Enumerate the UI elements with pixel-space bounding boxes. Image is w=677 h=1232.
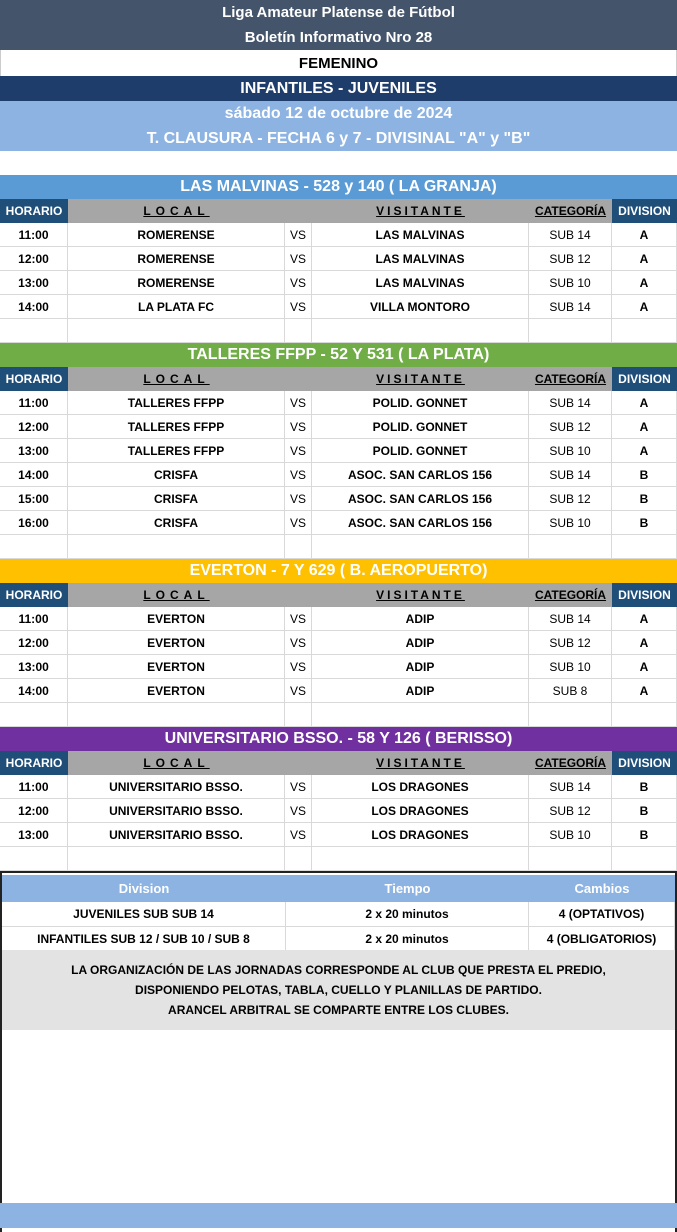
match-vs: VS [285,271,312,295]
match-visitor [312,319,529,343]
match-time: 14:00 [0,679,68,703]
match-row [0,223,677,247]
match-category: SUB 14 [529,223,612,247]
summary-time: 2 x 20 minutos [286,927,529,952]
match-category: SUB 14 [529,607,612,631]
match-vs: VS [285,223,312,247]
match-local [68,319,285,343]
col-categoria: CATEGORÍA [529,367,612,391]
match-visitor: ASOC. SAN CARLOS 156 [312,487,529,511]
summary-header [2,875,675,902]
match-division: A [612,679,677,703]
col-division: DIVISION [612,583,677,607]
match-time: 12:00 [0,415,68,439]
match-vs: VS [285,487,312,511]
match-local: UNIVERSITARIO BSSO. [68,775,285,799]
match-category [529,535,612,559]
match-time: 11:00 [0,775,68,799]
match-category: SUB 12 [529,415,612,439]
col-visitante: VISITANTE [312,367,529,391]
match-local: ROMERENSE [68,223,285,247]
match-local: ROMERENSE [68,271,285,295]
match-local: TALLERES FFPP [68,391,285,415]
match-local: CRISFA [68,511,285,535]
match-division: B [612,511,677,535]
empty-row [0,535,677,559]
match-row [0,271,677,295]
match-vs: VS [285,463,312,487]
match-category: SUB 10 [529,511,612,535]
match-category [529,703,612,727]
match-local [68,847,285,871]
match-vs: VS [285,439,312,463]
match-local: CRISFA [68,487,285,511]
match-local: EVERTON [68,655,285,679]
match-local: ROMERENSE [68,247,285,271]
match-vs [285,319,312,343]
match-category [529,319,612,343]
match-visitor: LAS MALVINAS [312,247,529,271]
col-horario: HORARIO [0,751,68,775]
match-visitor: ADIP [312,655,529,679]
match-time: 12:00 [0,799,68,823]
match-visitor: LOS DRAGONES [312,799,529,823]
match-time: 13:00 [0,439,68,463]
match-vs: VS [285,679,312,703]
summary-division: INFANTILES SUB 12 / SUB 10 / SUB 8 [2,927,286,952]
match-time [0,535,68,559]
match-local: EVERTON [68,631,285,655]
match-row [0,775,677,799]
match-category: SUB 12 [529,631,612,655]
match-row [0,655,677,679]
match-category: SUB 14 [529,775,612,799]
col-vs-spacer [285,583,312,607]
match-division: B [612,775,677,799]
col-local: LOCAL [68,583,285,607]
match-vs: VS [285,511,312,535]
match-category: SUB 10 [529,823,612,847]
match-row [0,607,677,631]
footer-bar [0,1203,677,1228]
match-division: A [612,631,677,655]
match-division: A [612,271,677,295]
match-category: SUB 10 [529,655,612,679]
match-time: 14:00 [0,295,68,319]
match-visitor [312,535,529,559]
match-category: SUB 14 [529,463,612,487]
match-row [0,631,677,655]
match-category: SUB 10 [529,439,612,463]
match-category: SUB 12 [529,247,612,271]
match-row [0,487,677,511]
match-local: LA PLATA FC [68,295,285,319]
match-category: SUB 14 [529,391,612,415]
match-visitor: ADIP [312,631,529,655]
bulletin-number: Boletín Informativo Nro 28 [0,25,677,50]
match-time: 13:00 [0,271,68,295]
match-visitor: LOS DRAGONES [312,775,529,799]
match-vs: VS [285,823,312,847]
col-horario: HORARIO [0,367,68,391]
match-row [0,823,677,847]
match-time: 14:00 [0,463,68,487]
table-header [0,367,677,391]
match-division: A [612,247,677,271]
match-division: B [612,799,677,823]
col-vs-spacer [285,199,312,223]
match-time: 12:00 [0,247,68,271]
summary-changes: 4 (OBLIGATORIOS) [529,927,675,952]
match-row [0,415,677,439]
match-division: A [612,439,677,463]
match-visitor: LAS MALVINAS [312,271,529,295]
note-line: LA ORGANIZACIÓN DE LAS JORNADAS CORRESPONDE AL CLUB QUE PRESTA EL PREDIO, [71,963,606,977]
match-vs [285,535,312,559]
col-horario: HORARIO [0,199,68,223]
summary-panel [0,871,677,1232]
col-vs-spacer [285,367,312,391]
col-division: DIVISION [612,199,677,223]
match-division: A [612,415,677,439]
match-time [0,703,68,727]
summary-col-division: Division [118,881,170,896]
summary-changes: 4 (OPTATIVOS) [529,902,675,927]
match-time: 11:00 [0,223,68,247]
match-division: B [612,463,677,487]
match-visitor: POLID. GONNET [312,391,529,415]
tournament-label: T. CLAUSURA - FECHA 6 y 7 - DIVISINAL "A" y "B" [0,126,677,151]
match-time [0,319,68,343]
col-categoria: CATEGORÍA [529,751,612,775]
match-vs: VS [285,415,312,439]
match-division: B [612,823,677,847]
match-category: SUB 14 [529,295,612,319]
match-local: UNIVERSITARIO BSSO. [68,823,285,847]
match-category: SUB 8 [529,679,612,703]
table-header [0,751,677,775]
match-local [68,535,285,559]
match-division: B [612,487,677,511]
match-visitor: LOS DRAGONES [312,823,529,847]
match-visitor [312,703,529,727]
summary-col-cambios: Cambios [574,881,630,896]
match-row [0,463,677,487]
venue-title: EVERTON - 7 Y 629 ( B. AEROPUERTO) [0,559,677,583]
summary-division: JUVENILES SUB SUB 14 [2,902,286,927]
match-local [68,703,285,727]
match-local: UNIVERSITARIO BSSO. [68,799,285,823]
col-local: LOCAL [68,751,285,775]
match-row [0,247,677,271]
league-title: Liga Amateur Platense de Fútbol [0,0,677,25]
match-vs [285,847,312,871]
table-header [0,583,677,607]
match-vs: VS [285,655,312,679]
col-local: LOCAL [68,367,285,391]
match-visitor: POLID. GONNET [312,439,529,463]
category-label: INFANTILES - JUVENILES [0,76,677,101]
col-visitante: VISITANTE [312,583,529,607]
match-visitor: ASOC. SAN CARLOS 156 [312,463,529,487]
match-vs: VS [285,391,312,415]
col-vs-spacer [285,751,312,775]
match-visitor [312,847,529,871]
match-division: A [612,391,677,415]
match-row [0,799,677,823]
match-visitor: ADIP [312,607,529,631]
match-row [0,295,677,319]
col-division: DIVISION [612,367,677,391]
match-time: 16:00 [0,511,68,535]
match-category [529,847,612,871]
match-time [0,847,68,871]
match-time: 12:00 [0,631,68,655]
match-time: 15:00 [0,487,68,511]
summary-col-tiempo: Tiempo [384,881,431,896]
match-division [612,703,677,727]
match-row [0,391,677,415]
match-visitor: LAS MALVINAS [312,223,529,247]
col-visitante: VISITANTE [312,199,529,223]
venue-title: LAS MALVINAS - 528 y 140 ( LA GRANJA) [0,175,677,199]
empty-row [0,847,677,871]
match-visitor: VILLA MONTORO [312,295,529,319]
match-time: 13:00 [0,655,68,679]
match-vs: VS [285,775,312,799]
col-division: DIVISION [612,751,677,775]
match-vs: VS [285,295,312,319]
match-local: EVERTON [68,607,285,631]
match-vs [285,703,312,727]
summary-row [2,902,675,927]
match-category: SUB 10 [529,271,612,295]
col-categoria: CATEGORÍA [529,199,612,223]
match-local: CRISFA [68,463,285,487]
empty-row [0,703,677,727]
note-line: ARANCEL ARBITRAL SE COMPARTE ENTRE LOS CLUBES. [168,1003,509,1017]
match-visitor: ASOC. SAN CARLOS 156 [312,511,529,535]
match-time: 11:00 [0,391,68,415]
match-local: TALLERES FFPP [68,439,285,463]
match-vs: VS [285,607,312,631]
match-visitor: ADIP [312,679,529,703]
note-line: DISPONIENDO PELOTAS, TABLA, CUELLO Y PLANILLAS DE PARTIDO. [135,983,542,997]
match-vs: VS [285,247,312,271]
match-division: A [612,607,677,631]
match-vs: VS [285,799,312,823]
match-local: EVERTON [68,679,285,703]
match-vs: VS [285,631,312,655]
empty-row [0,319,677,343]
col-categoria: CATEGORÍA [529,583,612,607]
match-division: A [612,295,677,319]
venue-title: UNIVERSITARIO BSSO. - 58 Y 126 ( BERISSO) [0,727,677,751]
match-row [0,511,677,535]
organization-note [2,950,675,1030]
col-horario: HORARIO [0,583,68,607]
summary-time: 2 x 20 minutos [286,902,529,927]
summary-row [2,927,675,952]
match-row [0,439,677,463]
col-local: LOCAL [68,199,285,223]
match-local: TALLERES FFPP [68,415,285,439]
match-time: 13:00 [0,823,68,847]
match-time: 11:00 [0,607,68,631]
col-visitante: VISITANTE [312,751,529,775]
match-division: A [612,655,677,679]
match-division [612,535,677,559]
gender-label: FEMENINO [0,50,677,76]
match-row [0,679,677,703]
venue-title: TALLERES FFPP - 52 Y 531 ( LA PLATA) [0,343,677,367]
match-category: SUB 12 [529,487,612,511]
table-header [0,199,677,223]
date-label: sábado 12 de octubre de 2024 [0,101,677,126]
match-visitor: POLID. GONNET [312,415,529,439]
match-category: SUB 12 [529,799,612,823]
match-division [612,847,677,871]
match-division: A [612,223,677,247]
match-division [612,319,677,343]
